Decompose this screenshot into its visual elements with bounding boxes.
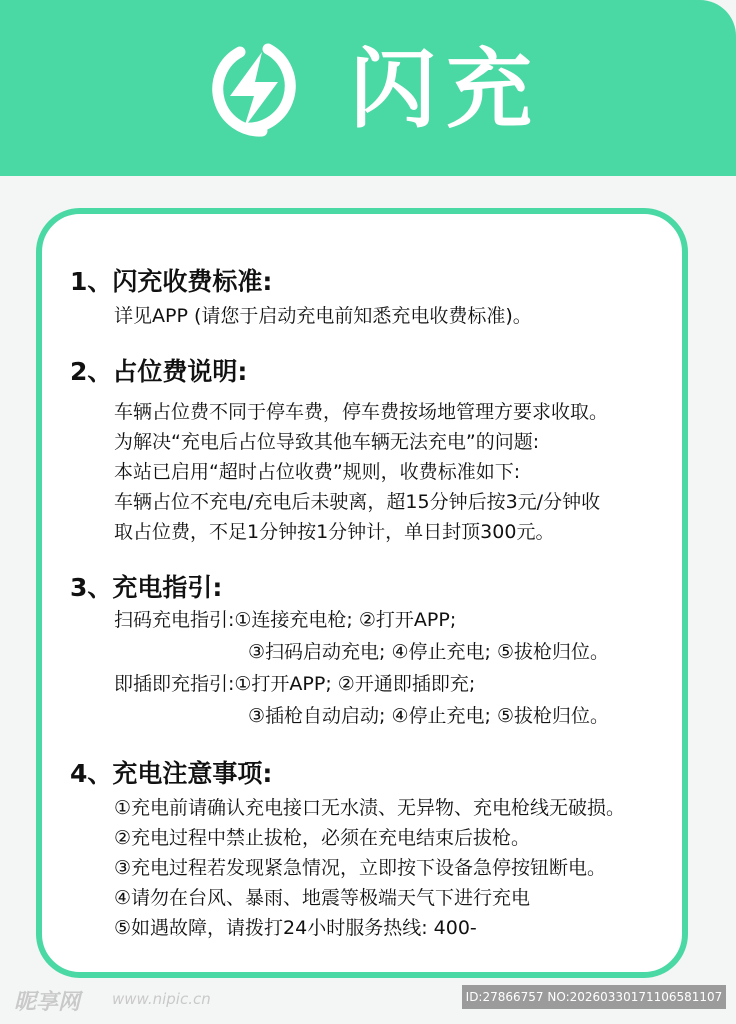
section-line: ③充电过程若发现紧急情况，立即按下设备急停按钮断电。: [114, 857, 607, 879]
section-line: 取占位费，不足1分钟按1分钟计，单日封顶300元。: [114, 521, 555, 543]
section-title-charging-guide: 3、充电指引:: [70, 573, 223, 602]
section-line: 本站已启用“超时占位收费”规则，收费标准如下:: [114, 461, 521, 483]
section-line: ②充电过程中禁止拔枪，必须在充电结束后拔枪。: [114, 827, 531, 849]
section-line: ④请勿在台风、暴雨、地震等极端天气下进行充电: [114, 887, 531, 909]
section-line: 即插即充指引:①打开APP; ②开通即插即充;: [114, 673, 476, 695]
section-title-fee-standard: 1、闪充收费标准:: [70, 267, 273, 296]
image-id-bar: ID:27866757 NO:20260330171106581107: [462, 985, 726, 1009]
section-line: ③扫码启动充电; ④停止充电; ⑤拔枪归位。: [248, 641, 609, 663]
header-banner: [0, 0, 736, 176]
section-line: 详见APP (请您于启动充电前知悉充电收费标准)。: [114, 305, 532, 327]
brand-title: 闪充: [350, 40, 542, 140]
section-line: ①充电前请确认充电接口无水渍、无异物、充电枪线无破损。: [114, 797, 626, 819]
lightning-bolt-icon: [200, 36, 308, 144]
info-card: [36, 208, 688, 978]
section-title-occupancy-fee: 2、占位费说明:: [70, 357, 248, 386]
section-line: 车辆占位费不同于停车费，停车费按场地管理方要求收取。: [114, 401, 609, 423]
section-line: 为解决“充电后占位导致其他车辆无法充电”的问题:: [114, 431, 540, 453]
watermark-logo: 昵享网: [14, 990, 81, 1015]
section-line: ⑤如遇故障，请拨打24小时服务热线: 400-: [114, 917, 477, 939]
section-line: 扫码充电指引:①连接充电枪; ②打开APP;: [114, 609, 457, 631]
watermark-url: www.nipic.cn: [112, 990, 211, 1008]
section-line: 车辆占位不充电/充电后未驶离，超15分钟后按3元/分钟收: [114, 491, 601, 513]
section-line: ③插枪自动启动; ④停止充电; ⑤拔枪归位。: [248, 705, 609, 727]
section-title-precautions: 4、充电注意事项:: [70, 759, 273, 788]
